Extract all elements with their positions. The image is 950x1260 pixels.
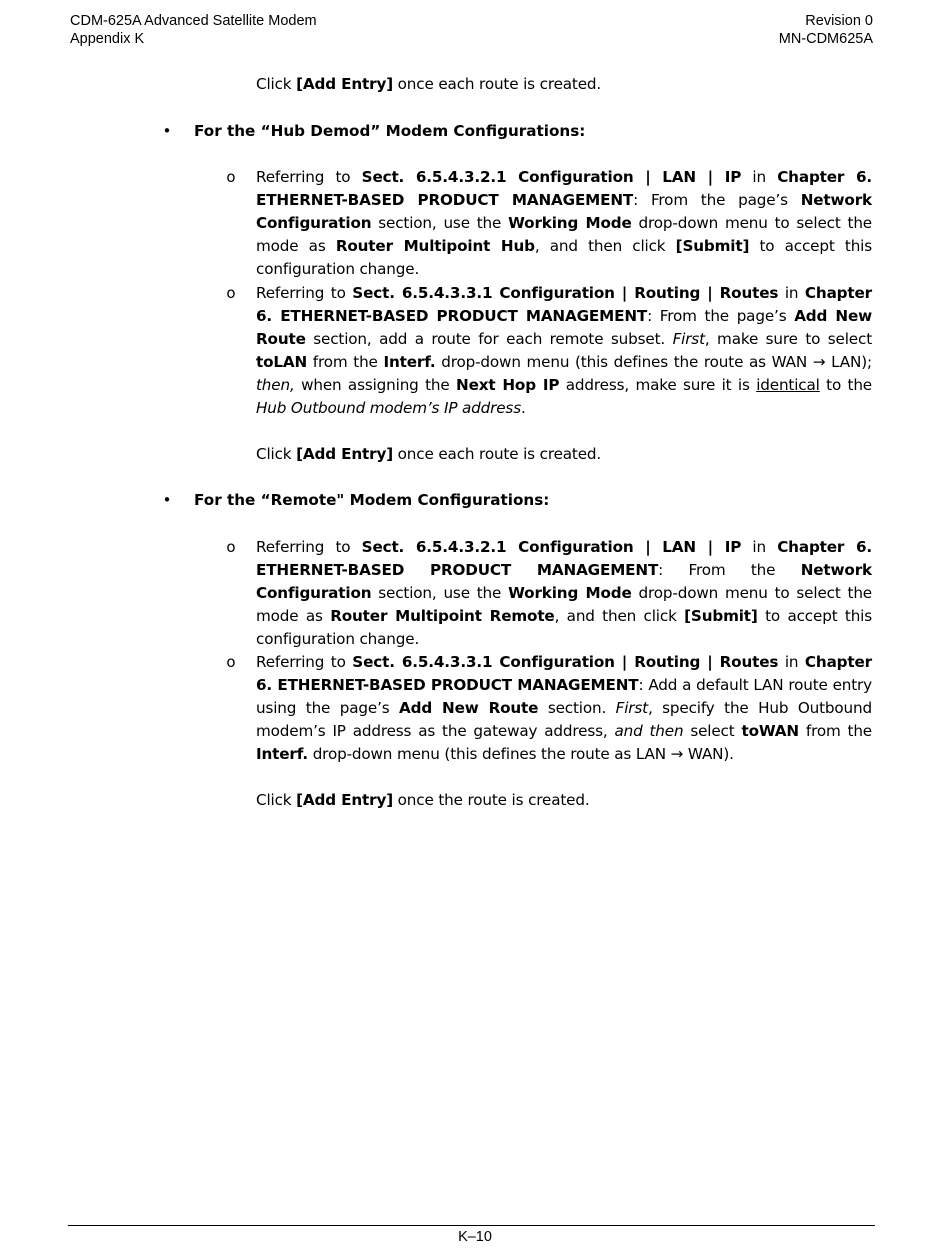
sub-bullet-icon: o bbox=[226, 168, 236, 186]
header-revision: Revision 0 bbox=[805, 13, 873, 29]
intro-paragraph: Click [Add Entry] once each route is created. bbox=[256, 75, 602, 93]
remote-item-2: Referring to Sect. 6.5.4.3.3.1 Configuration | Routing | Routes in Chapter 6. ETHERNET-BASED PRODUCT MANAGEMENT: Add a default LAN route entry using the page’s Add New Route section. First, specify the Hub Outbound modem’s IP address as the gateway address, and then select toWAN from the Interf. drop-down menu (this defines the route as LAN → WAN). bbox=[256, 653, 872, 763]
sub-bullet-icon: o bbox=[226, 653, 236, 671]
page-number: K–10 bbox=[458, 1229, 492, 1245]
sub-bullet-icon: o bbox=[226, 284, 236, 302]
page-header bbox=[70, 12, 873, 48]
sub-bullet-icon: o bbox=[226, 538, 236, 556]
hub-item-1: Referring to Sect. 6.5.4.3.2.1 Configuration | LAN | IP in Chapter 6. ETHERNET-BASED PRODUCT MANAGEMENT: From the page’s Network Configuration section, use the Working Mode drop-down menu to select the mode as Router Multipoint Hub, and then click [Submit] to accept this configuration change. bbox=[256, 168, 872, 278]
remote-heading: For the “Remote" Modem Configurations: bbox=[194, 491, 550, 509]
header-doc-number: MN-CDM625A bbox=[778, 31, 873, 47]
hub-heading: For the “Hub Demod” Modem Configurations: bbox=[194, 122, 586, 140]
hub-item-2: Referring to Sect. 6.5.4.3.3.1 Configuration | Routing | Routes in Chapter 6. ETHERNET-BASED PRODUCT MANAGEMENT: From the page’s Add New Route section, add a route for each remote subset. First, make sure to select toLAN from the Interf. drop-down menu (this defines the route as WAN → LAN); then, when assigning the Next Hop IP address, make sure it is identical to the Hub Outbound modem’s IP address. bbox=[256, 284, 872, 417]
remote-item-1: Referring to Sect. 6.5.4.3.2.1 Configuration | LAN | IP in Chapter 6. ETHERNET-BASED PRODUCT MANAGEMENT: From the Network Configuration section, use the Working Mode drop-down menu to select the mode as Router Multipoint Remote, and then click [Submit] to accept this configuration change. bbox=[256, 538, 873, 648]
header-section: Appendix K bbox=[70, 31, 145, 47]
header-title: CDM-625A Advanced Satellite Modem bbox=[70, 13, 317, 29]
bullet-icon: • bbox=[162, 491, 172, 509]
hub-click-paragraph: Click [Add Entry] once each route is created. bbox=[256, 445, 602, 463]
footer-divider bbox=[68, 1225, 875, 1226]
remote-click-paragraph: Click [Add Entry] once the route is created. bbox=[256, 791, 590, 809]
bullet-icon: • bbox=[162, 122, 172, 140]
